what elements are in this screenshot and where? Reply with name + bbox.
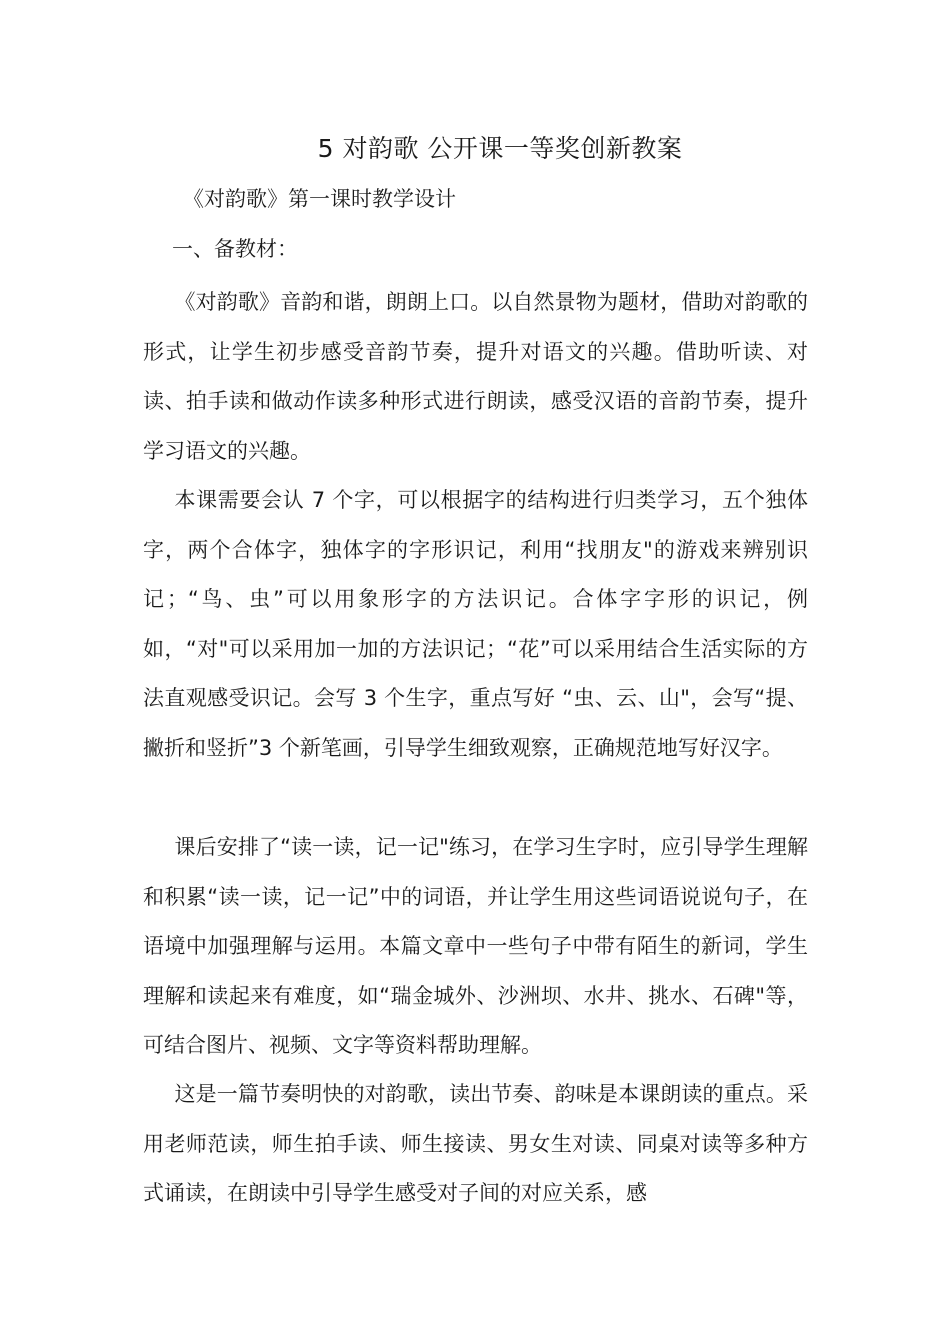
- paragraph-reading: 这是一篇节奏明快的对韵歌，读出节奏、韵味是本课朗读的重点。采用老师范读，师生拍手读、师生接读、男女生对读、同桌对读等多种方式诵读，在朗读中引导学生感受对子间的对应关系，感: [143, 1082, 808, 1206]
- section-heading: 一、备教材：: [172, 237, 298, 261]
- document-subtitle: 《对韵歌》第一课时教学设计: [183, 187, 456, 211]
- document-title: 5 对韵歌 公开课一等奖创新教案: [317, 134, 683, 163]
- paragraph-overview: 《对韵歌》音韵和谐，朗朗上口。以自然景物为题材，借助对韵歌的形式，让学生初步感受音韵节奏，提升对语文的兴趣。借助听读、对读、拍手读和做动作读多种形式进行朗读，感受汉语的音韵节奏，提升学习语文的兴趣。: [143, 290, 808, 463]
- paragraph-exercises: 课后安排了“读一读，记一记"练习，在学习生字时，应引导学生理解和积累“读一读，记一记”中的词语，并让学生用这些词语说说句子，在语境中加强理解与运用。本篇文章中一些句子中带有陌生的新词，学生理解和读起来有难度，如“瑞金城外、沙洲坝、水井、挑水、石碑"等，可结合图片、视频、文字等资料帮助理解。: [143, 835, 808, 1058]
- paragraph-characters: 本课需要会认 7 个字，可以根据字的结构进行归类学习，五个独体字，两个合体字，独体字的字形识记，利用“找朋友"的游戏来辨别识记；“鸟、虫”可以用象形字的方法识记。合体字字形的识记，例如，“对"可以采用加一加的方法识记；“花”可以采用结合生活实际的方法直观感受识记。会写 3 个生字，重点写好 “虫、云、山"，会写“提、撇折和竖折”3 个新笔画，引导学生细致观察，正确规范地写好汉字。: [143, 488, 808, 760]
